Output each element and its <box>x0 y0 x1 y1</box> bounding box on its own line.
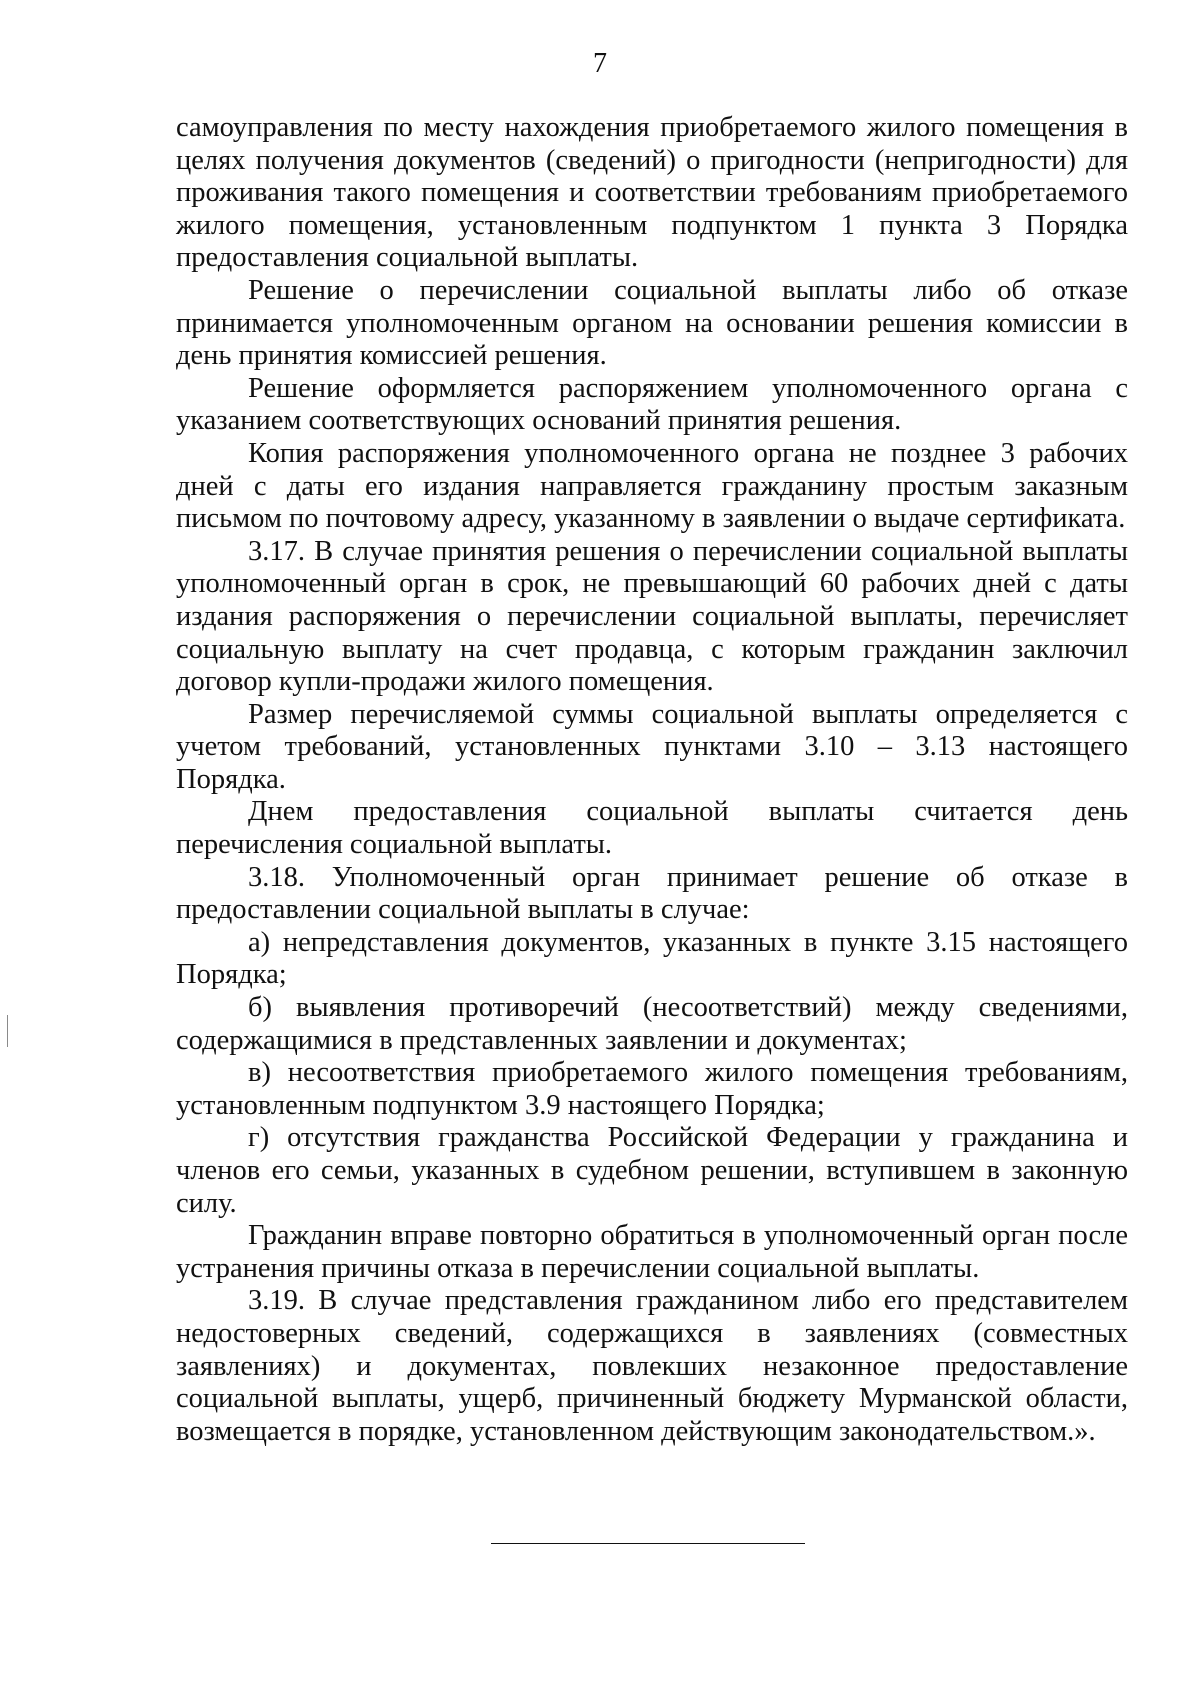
paragraph-reapply: Гражданин вправе повторно обратиться в уполномоченный орган после устранения причины отказа в перечислении социальной выплаты. <box>176 1220 1128 1284</box>
paragraph-3-18: 3.18. Уполномоченный орган принимает решение об отказе в предоставлении социальной выплаты в случае: <box>176 861 1128 926</box>
paragraph-decision-transfer: Решение о перечислении социальной выплаты либо об отказе принимается уполномоченным органом на основании решения комиссии в день принятия комиссией решения. <box>176 274 1128 372</box>
scan-margin-mark <box>7 1015 8 1047</box>
paragraph-payment-amount: Размер перечисляемой суммы социальной выплаты определяется с учетом требований, установленных пунктами 3.10 – 3.13 настоящего Порядка. <box>176 698 1128 795</box>
list-item-v: в) несоответствия приобретаемого жилого помещения требованиям, установленным подпунктом 3.9 настоящего Порядка; <box>176 1057 1128 1121</box>
paragraph-decision-order: Решение оформляется распоряжением уполномоченного органа с указанием соответствующих оснований принятия решения. <box>176 372 1128 437</box>
list-item-g: г) отсутствия гражданства Российской Федерации у гражданина и членов его семьи, указанных в судебном решении, вступившем в законную силу. <box>176 1122 1128 1219</box>
paragraph-3-19: 3.19. В случае представления гражданином либо его представителем недостоверных сведений, содержащихся в заявлениях (совместных заявлениях) и документах, повлекших незаконное предоставление социальной выплаты, ущерб, причиненный бюджету Мурманской области, возмещается в порядке, установленном действующим законодательством.». <box>176 1285 1128 1447</box>
paragraph-payment-day: Днем предоставления социальной выплаты считается день перечисления социальной выплаты. <box>176 796 1128 861</box>
list-item-a: а) непредставления документов, указанных в пункте 3.15 настоящего Порядка; <box>176 926 1128 991</box>
list-item-b: б) выявления противоречий (несоответствий) между сведениями, содержащимися в представленных заявлении и документах; <box>176 992 1128 1056</box>
paragraph-order-copy: Копия распоряжения уполномоченного органа не позднее 3 рабочих дней с даты его издания направляется гражданину простым заказным письмом по почтовому адресу, указанному в заявлении о выдаче сертификата. <box>176 437 1128 535</box>
paragraph-continuation: самоуправления по месту нахождения приобретаемого жилого помещения в целях получения документов (сведений) о пригодности (непригодности) для проживания такого помещения и соответствии требованиям приобретаемого жилого помещения, установленным подпунктом 1 пункта 3 Порядка предоставления социальной выплаты. <box>176 112 1128 274</box>
end-of-document-rule <box>491 1543 805 1544</box>
page-number: 7 <box>593 48 607 79</box>
paragraph-3-17: 3.17. В случае принятия решения о перечислении социальной выплаты уполномоченный орган в срок, не превышающий 60 рабочих дней с даты издания распоряжения о перечислении социальной выплаты, перечисляет социальную выплату на счет продавца, с которым гражданин заключил договор купли-продажи жилого помещения. <box>176 535 1128 698</box>
document-body <box>176 112 1128 1448</box>
